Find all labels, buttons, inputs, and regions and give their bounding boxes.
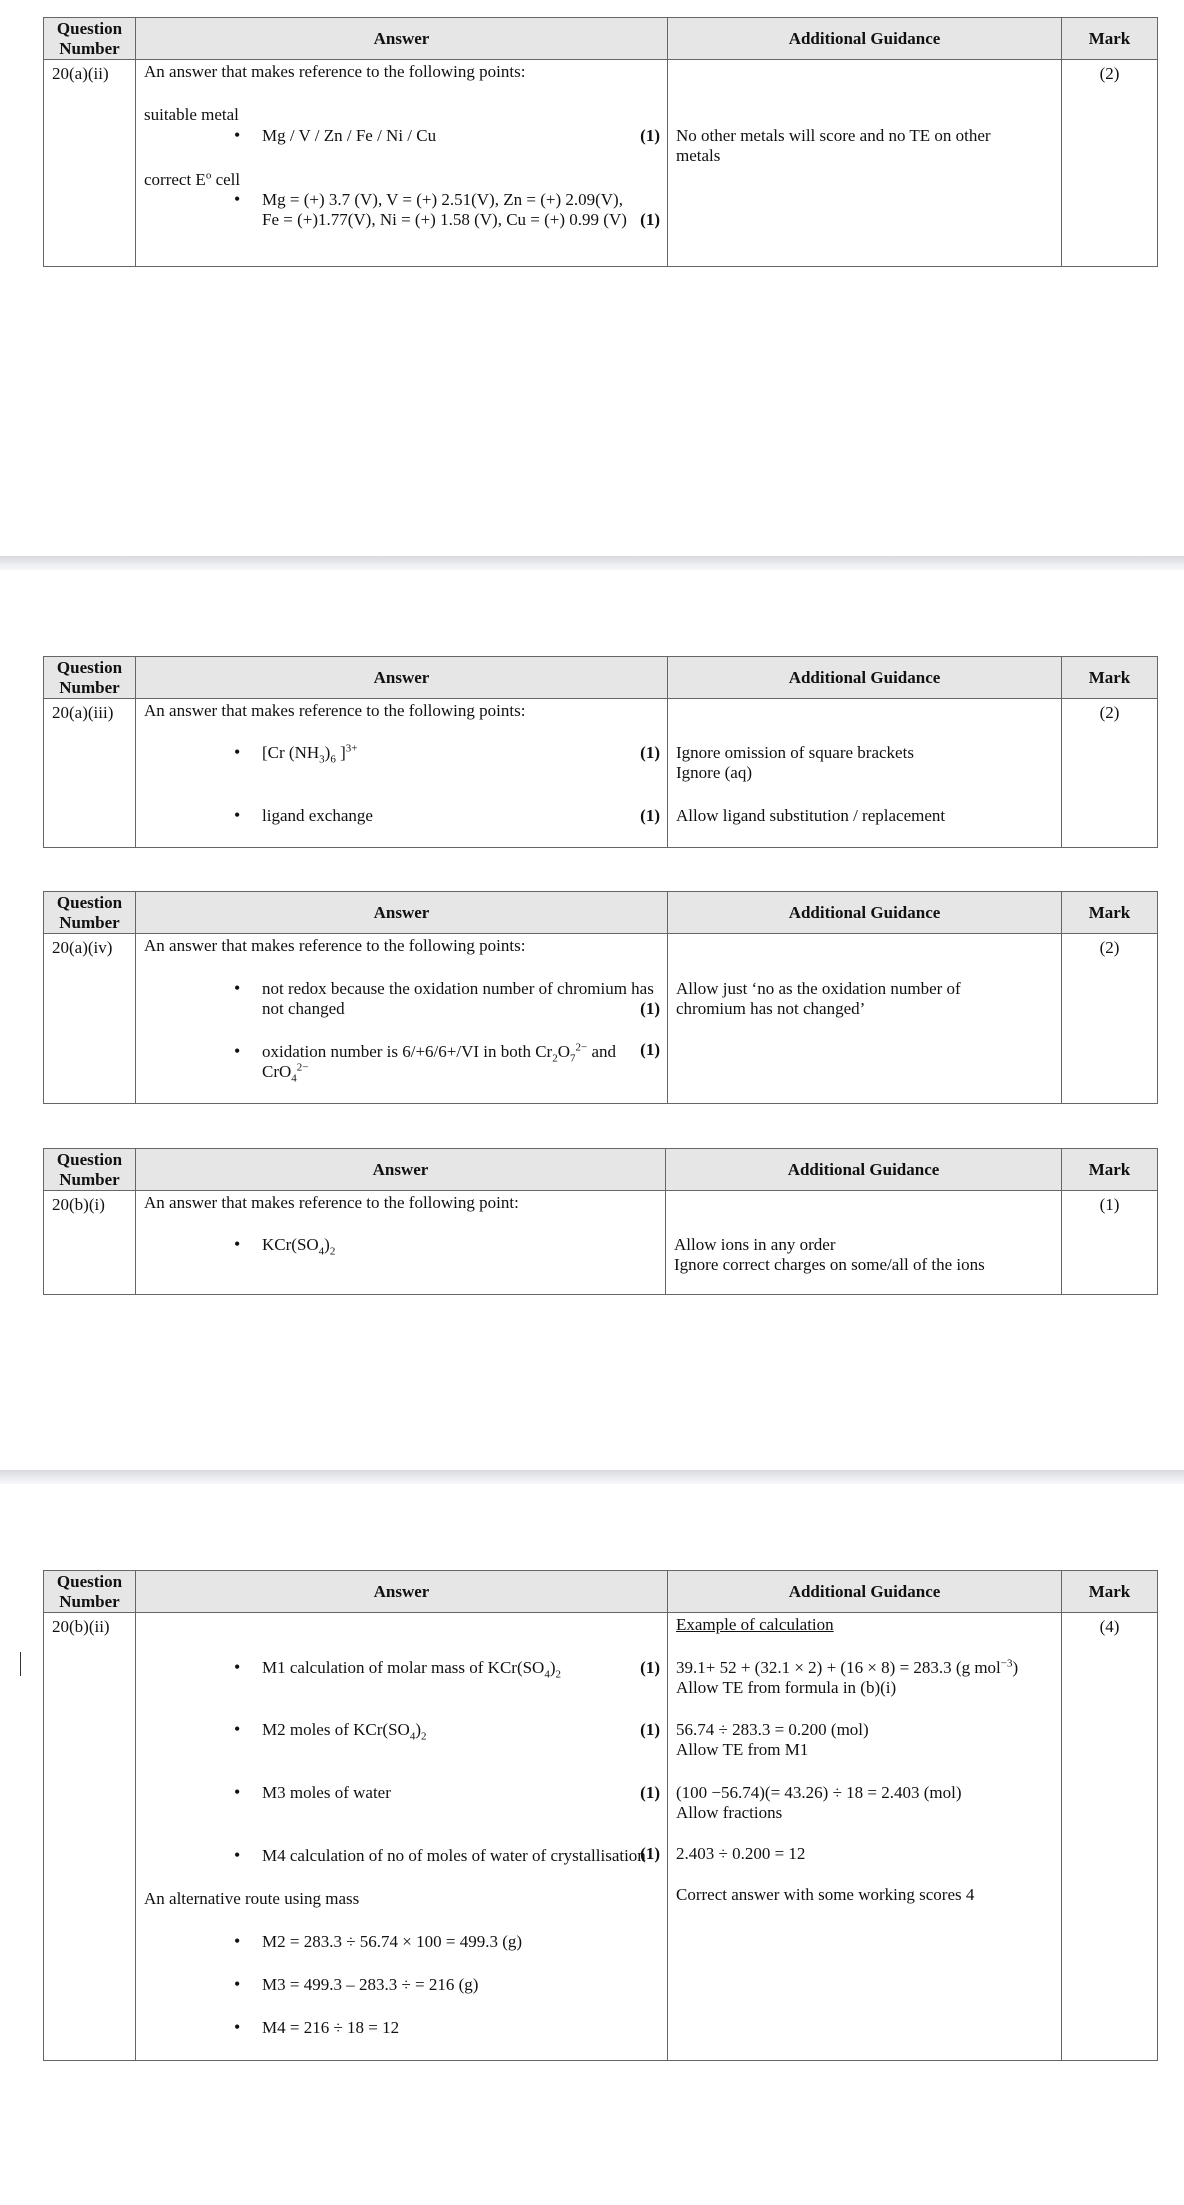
bullet-continuation: not changed [262,999,345,1018]
bullet-dot-icon: • [234,189,241,209]
mark-one: (1) [640,999,660,1018]
mark-value: (2) [1062,699,1158,848]
question-number: 20(a)(ii) [44,60,136,267]
question-number-header: Question Number [44,657,136,699]
answer-header: Answer [136,1571,668,1613]
intro-text: An answer that makes reference to the following points: [144,62,526,81]
bullet-dot-icon: • [234,1041,241,1061]
intro-text: An answer that makes reference to the following points: [144,936,526,955]
guidance-text: Ignore (aq) [676,763,752,782]
intro-text: An answer that makes reference to the following points: [144,701,526,720]
question-number-header: Question Number [44,1571,136,1613]
answer-cell [136,1613,668,2061]
answer-cell [136,934,668,1104]
bullet-continuation: Fe = (+)1.77(V), Ni = (+) 1.58 (V), Cu = (+) 0.99 (V) [262,210,627,229]
label-correct-cell: correct $E^o$ cell [144,169,241,189]
intro-text: An answer that makes reference to the following point: [144,1193,519,1212]
markscheme-table-20b-i [43,1148,1158,1295]
guidance-text: Allow TE from formula in (b)(i) [676,1678,897,1697]
bullet-dot-icon: • [234,1234,241,1254]
bullet-dot-icon: • [234,742,241,762]
guidance-text: chromium has not changed’ [676,999,866,1018]
guidance-text: 39.1+ 52 + (32.1 × 2) + (16 × 8) = 283.3 (g mol$^{-3}$) [676,1657,1019,1677]
bullet-dot-icon: • [234,1719,241,1739]
bullet-item-alt-m4: • M4 = 216 ÷ 18 = 12 [234,2017,400,2037]
bullet-item: • not redox because the oxidation number of chromium has [234,978,654,998]
bullet-dot-icon: • [234,1782,241,1802]
bullet-item: • Mg = (+) 3.7 (V), V = (+) 2.51(V), Zn = (+) 2.09(V), [234,189,623,209]
markscheme-table-20a-iii [43,656,1158,848]
guidance-cell [668,699,1062,848]
guidance-cell [668,1613,1062,2061]
answer-header: Answer [136,657,668,699]
question-number-header: Question Number [44,18,136,60]
guidance-cell [666,1191,1062,1295]
guidance-text: Allow fractions [676,1803,783,1822]
bullet-item: • Mg / V / Zn / Fe / Ni / Cu [234,125,437,145]
bullet-item-m3: • M3 moles of water [234,1782,391,1802]
question-number-header: Question Number [44,892,136,934]
question-number-header: Question Number [44,1149,136,1191]
guidance-heading: Example of calculation [676,1615,834,1634]
bullet-dot-icon: • [234,1974,241,1994]
bullet-dot-icon: • [234,2017,241,2037]
label-suitable-metal: suitable metal [144,105,239,124]
mark-one: (1) [640,126,660,145]
answer-header: Answer [136,892,668,934]
mark-value: (1) [1062,1191,1158,1295]
bullet-item-alt-m2: • M2 = 283.3 ÷ 56.74 × 100 = 499.3 (g) [234,1931,523,1951]
markscheme-table-20b-ii [43,1570,1158,2061]
bullet-item: • ligand exchange [234,805,373,825]
mark-one: (1) [640,1720,660,1739]
guidance-text: Ignore correct charges on some/all of the ions [674,1255,985,1274]
guidance-text: 2.403 ÷ 0.200 = 12 [676,1844,806,1863]
page-separator [0,1470,1184,1484]
mark-header: Mark [1062,18,1158,60]
bullet-item: • $KCr(SO_4)_2$ [234,1234,336,1258]
answer-cell [136,60,668,267]
question-number: 20(b)(ii) [44,1613,136,2061]
mark-header: Mark [1062,657,1158,699]
mark-header: Mark [1062,892,1158,934]
question-number: 20(b)(i) [44,1191,136,1295]
mark-value: (4) [1062,1613,1158,2061]
bullet-item: • oxidation number is 6/+6/6+/VI in both $Cr_2O_7^{2-}$ and [234,1041,617,1065]
guidance-text: No other metals will score and no TE on other [676,126,991,145]
guidance-header: Additional Guidance [668,892,1062,934]
bullet-item-m1: • M1 calculation of molar mass of $KCr(SO_4)_2$ [234,1657,562,1681]
question-number: 20(a)(iii) [44,699,136,848]
guidance-text: Allow ions in any order [674,1235,836,1254]
alt-route-intro: An alternative route using mass [144,1889,360,1908]
answer-header: Answer [136,1149,666,1191]
question-number: 20(a)(iv) [44,934,136,1104]
guidance-header: Additional Guidance [666,1149,1062,1191]
guidance-text: (100 −56.74)(= 43.26) ÷ 18 = 2.403 (mol) [676,1783,962,1802]
bullet-dot-icon: • [234,805,241,825]
mark-one: (1) [640,210,660,229]
bullet-dot-icon: • [234,1931,241,1951]
guidance-text: 56.74 ÷ 283.3 = 0.200 (mol) [676,1720,869,1739]
bullet-item: • [Cr $(NH_3)_6$ ]$^{3+}$ [234,742,358,766]
bullet-dot-icon: • [234,1845,241,1865]
guidance-text: Correct answer with some working scores 4 [676,1885,975,1904]
guidance-header: Additional Guidance [668,18,1062,60]
mark-one: (1) [640,1040,660,1059]
guidance-cell [668,60,1062,267]
mark-header: Mark [1062,1571,1158,1613]
mark-one: (1) [640,806,660,825]
guidance-text: Allow just ‘no as the oxidation number of [676,979,961,998]
guidance-text: Allow ligand substitution / replacement [676,806,946,825]
bullet-item-alt-m3: • M3 = 499.3 – 283.3 ÷ = 216 (g) [234,1974,479,1994]
guidance-text: Ignore omission of square brackets [676,743,914,762]
text-cursor [20,1652,21,1676]
bullet-continuation: CrO$_4^{2-}$ [262,1061,309,1085]
mark-one: (1) [640,1844,660,1863]
mark-one: (1) [640,1783,660,1802]
markscheme-table-20a-ii [43,17,1158,267]
answer-cell [136,1191,666,1295]
markscheme-table-20a-iv [43,891,1158,1104]
bullet-dot-icon: • [234,978,241,998]
answer-cell [136,699,668,848]
mark-header: Mark [1062,1149,1158,1191]
guidance-text: Allow TE from M1 [676,1740,809,1759]
mark-one: (1) [640,743,660,762]
guidance-header: Additional Guidance [668,657,1062,699]
mark-value: (2) [1062,60,1158,267]
guidance-header: Additional Guidance [668,1571,1062,1613]
mark-one: (1) [640,1658,660,1677]
mark-value: (2) [1062,934,1158,1104]
guidance-cell [668,934,1062,1104]
bullet-item-m4: • M4 calculation of no of moles of water of crystallisation [234,1845,646,1865]
bullet-dot-icon: • [234,1657,241,1677]
answer-header: Answer [136,18,668,60]
bullet-item-m2: • M2 moles of $KCr(SO_4)_2$ [234,1719,427,1743]
page-separator [0,556,1184,570]
guidance-text: metals [676,146,721,165]
bullet-dot-icon: • [234,125,241,145]
